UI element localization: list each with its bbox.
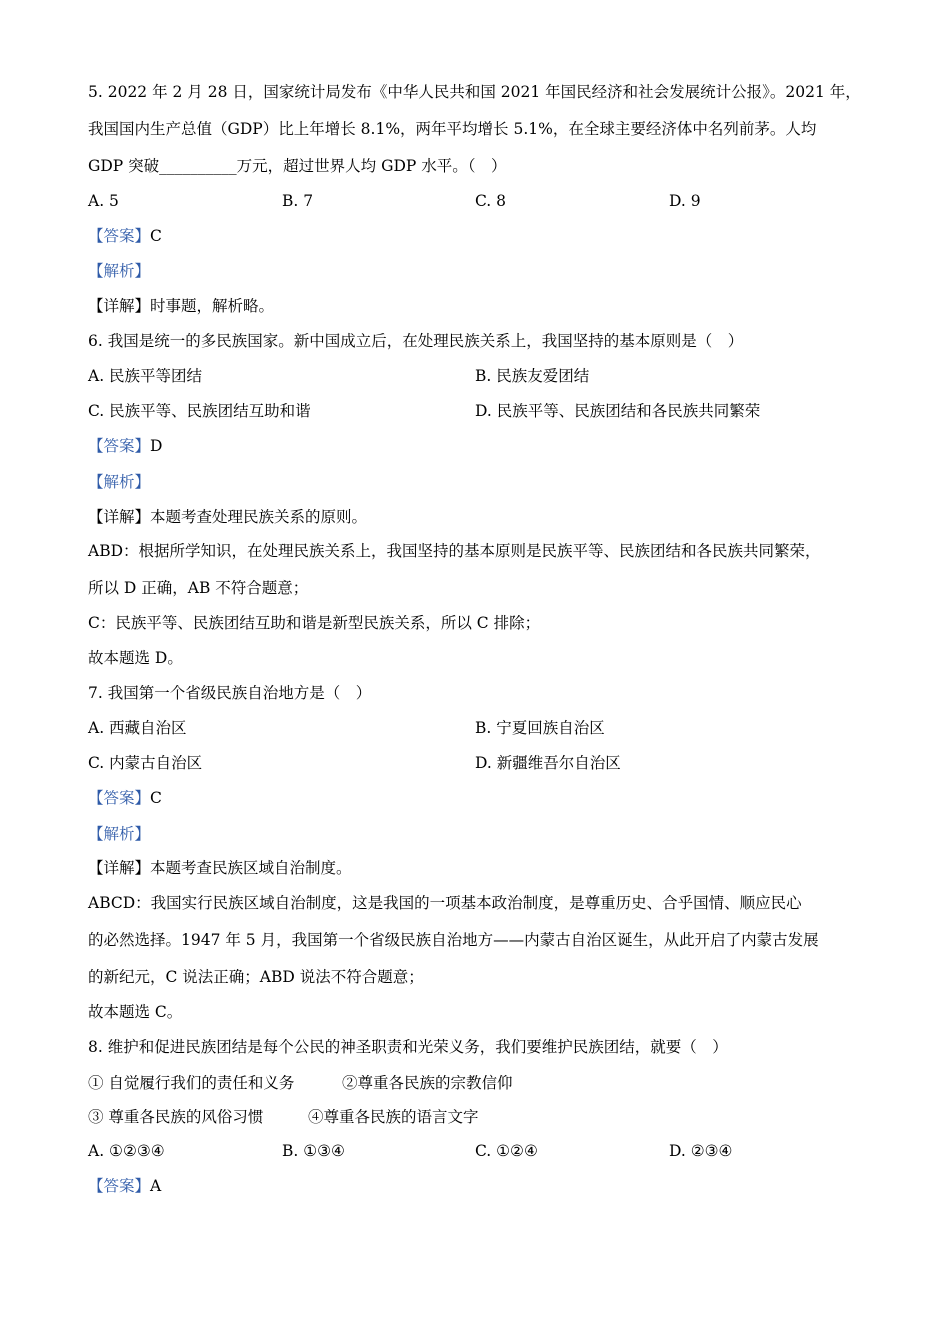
q5-option-d: D. 9 <box>669 192 701 210</box>
q6-detail <box>88 507 367 527</box>
q6-answer <box>88 436 162 456</box>
detail-text: 本题考查民族区域自治制度。 <box>150 859 352 877</box>
detail-text: 时事题，解析略。 <box>150 297 275 315</box>
q7-analysis <box>88 824 150 844</box>
q8-item-2: ②尊重各民族的宗教信仰 <box>342 1074 513 1092</box>
q8-answer <box>88 1176 161 1196</box>
analysis-tag: 【解析】 <box>88 262 151 280</box>
q8-option-d: D. ②③④ <box>669 1142 733 1160</box>
analysis-tag: 【解析】 <box>88 473 151 491</box>
q5-option-c: C. 8 <box>475 192 507 210</box>
q7-explanation-line2: 的必然选择。1947 年 5 月，我国第一个省级民族自治地方——内蒙古自治区诞生，从此开启了内蒙古发展 <box>88 931 819 949</box>
q7-explanation-line1: ABCD：我国实行民族区域自治制度，这是我国的一项基本政治制度，是尊重历史、合乎国情、顺应民心 <box>88 894 802 912</box>
q8-item-4: ④尊重各民族的语言文字 <box>308 1108 479 1126</box>
q7-option-d: D. 新疆维吾尔自治区 <box>475 754 621 772</box>
q7-option-b: B. 宁夏回族自治区 <box>475 719 605 737</box>
q7-option-c: C. 内蒙古自治区 <box>88 754 203 772</box>
q6-stem: 6. 我国是统一的多民族国家。新中国成立后，在处理民族关系上，我国坚持的基本原则是（ ） <box>88 332 744 350</box>
analysis-tag: 【解析】 <box>88 825 151 843</box>
q7-stem: 7. 我国第一个省级民族自治地方是（ ） <box>88 684 372 702</box>
q6-analysis <box>88 472 150 492</box>
q5-stem-line1: 5. 2022 年 2 月 28 日，国家统计局发布《中华人民共和国 2021 年国民经济和社会发展统计公报》。2021 年， <box>88 83 861 101</box>
answer-value: D <box>150 437 163 455</box>
detail-tag: 【详解】 <box>88 297 151 315</box>
q5-option-b: B. 7 <box>282 192 314 210</box>
q7-detail <box>88 858 352 878</box>
q6-option-b: B. 民族友爱团结 <box>475 367 590 385</box>
q5-stem-line2: 我国国内生产总值（GDP）比上年增长 8.1%，两年平均增长 5.1%，在全球主要经济体中名列前茅。人均 <box>88 120 817 138</box>
answer-tag: 【答案】 <box>88 1177 151 1195</box>
q8-item-3: ③ 尊重各民族的风俗习惯 <box>88 1108 264 1126</box>
q8-option-a: A. ①②③④ <box>88 1142 165 1160</box>
q8-stem: 8. 维护和促进民族团结是每个公民的神圣职责和光荣义务，我们要维护民族团结，就要（ ） <box>88 1038 728 1056</box>
q7-option-a: A. 西藏自治区 <box>88 719 187 737</box>
q6-explanation-line1: ABD：根据所学知识，在处理民族关系上，我国坚持的基本原则是民族平等、民族团结和各民族共同繁荣， <box>88 542 821 560</box>
answer-tag: 【答案】 <box>88 789 151 807</box>
q8-item-1: ① 自觉履行我们的责任和义务 <box>88 1074 295 1092</box>
q5-option-a: A. 5 <box>88 192 119 210</box>
q7-explanation-line4: 故本题选 C。 <box>88 1003 183 1021</box>
q8-option-c: C. ①②④ <box>475 1142 538 1160</box>
q6-option-c: C. 民族平等、民族团结互助和谐 <box>88 402 311 420</box>
q5-detail <box>88 296 274 316</box>
q5-stem-line3: GDP 突破__________万元，超过世界人均 GDP 水平。（ ） <box>88 157 507 175</box>
q6-option-a: A. 民族平等团结 <box>88 367 203 385</box>
q6-explanation-line3: C：民族平等、民族团结互助和谐是新型民族关系，所以 C 排除； <box>88 614 541 632</box>
detail-tag: 【详解】 <box>88 508 151 526</box>
answer-value: C <box>150 789 162 807</box>
detail-tag: 【详解】 <box>88 859 151 877</box>
q8-option-b: B. ①③④ <box>282 1142 345 1160</box>
q5-analysis <box>88 261 150 281</box>
answer-value: A <box>150 1177 162 1195</box>
q7-answer <box>88 788 162 808</box>
q7-explanation-line3: 的新纪元，C 说法正确；ABD 说法不符合题意； <box>88 968 424 986</box>
answer-value: C <box>150 227 162 245</box>
detail-text: 本题考查处理民族关系的原则。 <box>150 508 368 526</box>
q6-option-d: D. 民族平等、民族团结和各民族共同繁荣 <box>475 402 761 420</box>
q6-explanation-line2: 所以 D 正确，AB 不符合题意； <box>88 579 309 597</box>
q6-explanation-line4: 故本题选 D。 <box>88 649 183 667</box>
answer-tag: 【答案】 <box>88 227 151 245</box>
answer-tag: 【答案】 <box>88 437 151 455</box>
q5-answer <box>88 226 162 246</box>
